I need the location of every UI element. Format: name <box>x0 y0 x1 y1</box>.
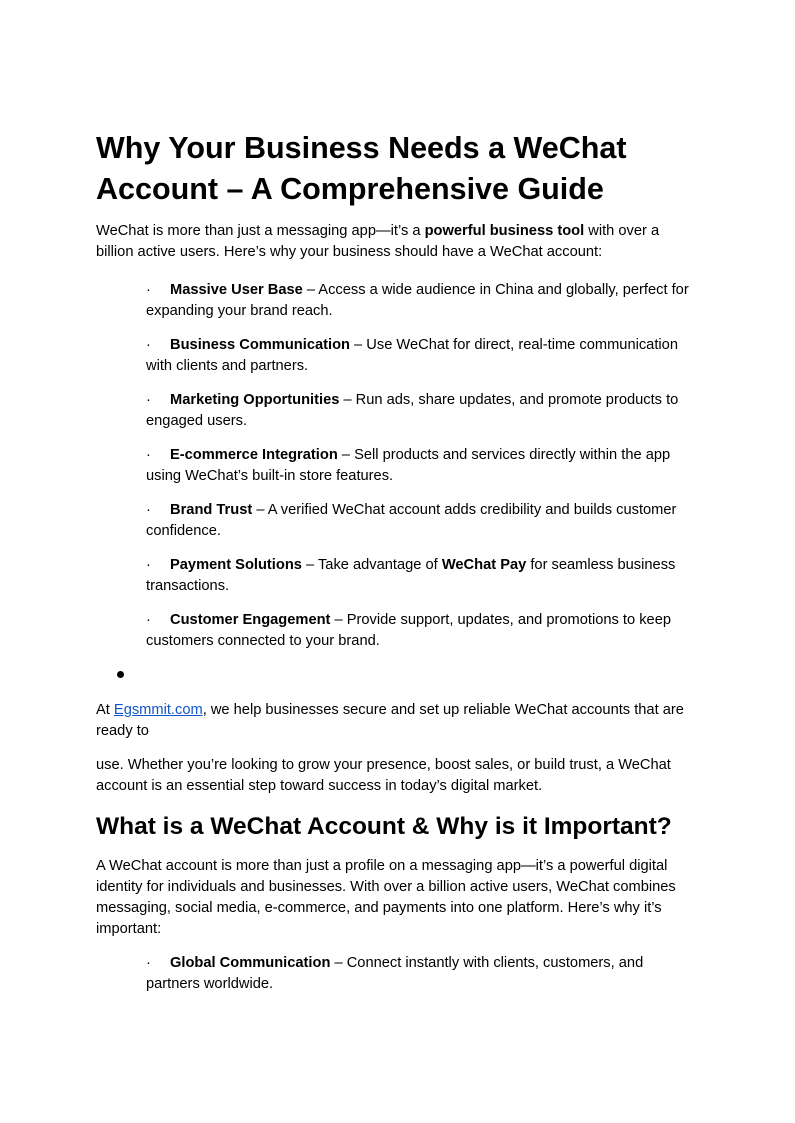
bullet-text: Marketing Opportunities – Run ads, share updates, and promote products to engaged users. <box>146 392 679 429</box>
importance-list <box>96 953 699 995</box>
bullet-marker: · <box>146 337 151 353</box>
section-heading: What is a WeChat Account & Why is it Important? <box>96 813 672 840</box>
bullet-payment-solutions <box>146 555 699 597</box>
bullet-ecommerce-integration <box>146 445 699 487</box>
bullet-text: Customer Engagement – Provide support, updates, and promotions to keep customers connected to your brand. <box>146 612 672 649</box>
intro-paragraph: WeChat is more than just a messaging app—it’s a powerful business tool with over a billion active users. Here’s why your business should have a WeChat account: <box>96 223 660 260</box>
empty-bullet-item <box>117 665 699 686</box>
bullet-marker: · <box>146 447 151 463</box>
bullet-text: Payment Solutions – Take advantage of WeChat Pay for seamless business transactions. <box>146 557 676 594</box>
bullet-business-communication <box>146 335 699 377</box>
bullet-marker: · <box>146 392 151 408</box>
bullet-text: Massive User Base – Access a wide audience in China and globally, perfect for expanding your brand reach. <box>146 282 689 319</box>
bullet-text: E-commerce Integration – Sell products and services directly within the app using WeChat’s built-in store features. <box>146 447 671 484</box>
bullet-brand-trust <box>146 500 699 542</box>
wechat-account-paragraph: A WeChat account is more than just a profile on a messaging app—it’s a powerful digital identity for individuals and businesses. With over a billion active users, WeChat combines messaging, social media, e-commerce, and payments into one platform. Here’s why it’s important: <box>96 858 676 937</box>
bullet-marker: · <box>146 612 151 628</box>
bullet-text: Brand Trust – A verified WeChat account adds credibility and builds customer confidence. <box>146 502 677 539</box>
wechat-benefits-list <box>96 280 699 652</box>
bullet-text: Business Communication – Use WeChat for direct, real-time communication with clients and partners. <box>146 337 678 374</box>
bullet-massive-user-base <box>146 280 699 322</box>
bullet-marker: · <box>146 557 151 573</box>
egsmmit-link[interactable]: Egsmmit.com <box>113 702 203 718</box>
bullet-global-communication <box>146 953 699 995</box>
bullet-marketing-opportunities <box>146 390 699 432</box>
bullet-disc-icon <box>117 671 124 678</box>
bullet-marker: · <box>146 955 151 971</box>
bullet-customer-engagement <box>146 610 699 652</box>
bullet-marker: · <box>146 502 151 518</box>
egsmmit-paragraph: At Egsmmit.com, we help businesses secure and set up reliable WeChat accounts that are ready to <box>96 702 684 739</box>
use-paragraph: use. Whether you’re looking to grow your presence, boost sales, or build trust, a WeChat account is an essential step toward success in today’s digital market. <box>96 757 671 794</box>
doc-title: Why Your Business Needs a WeChat Account – A Comprehensive Guide <box>96 131 627 206</box>
bullet-marker: · <box>146 282 151 298</box>
bullet-text: Global Communication – Connect instantly with clients, customers, and partners worldwide. <box>146 955 644 992</box>
